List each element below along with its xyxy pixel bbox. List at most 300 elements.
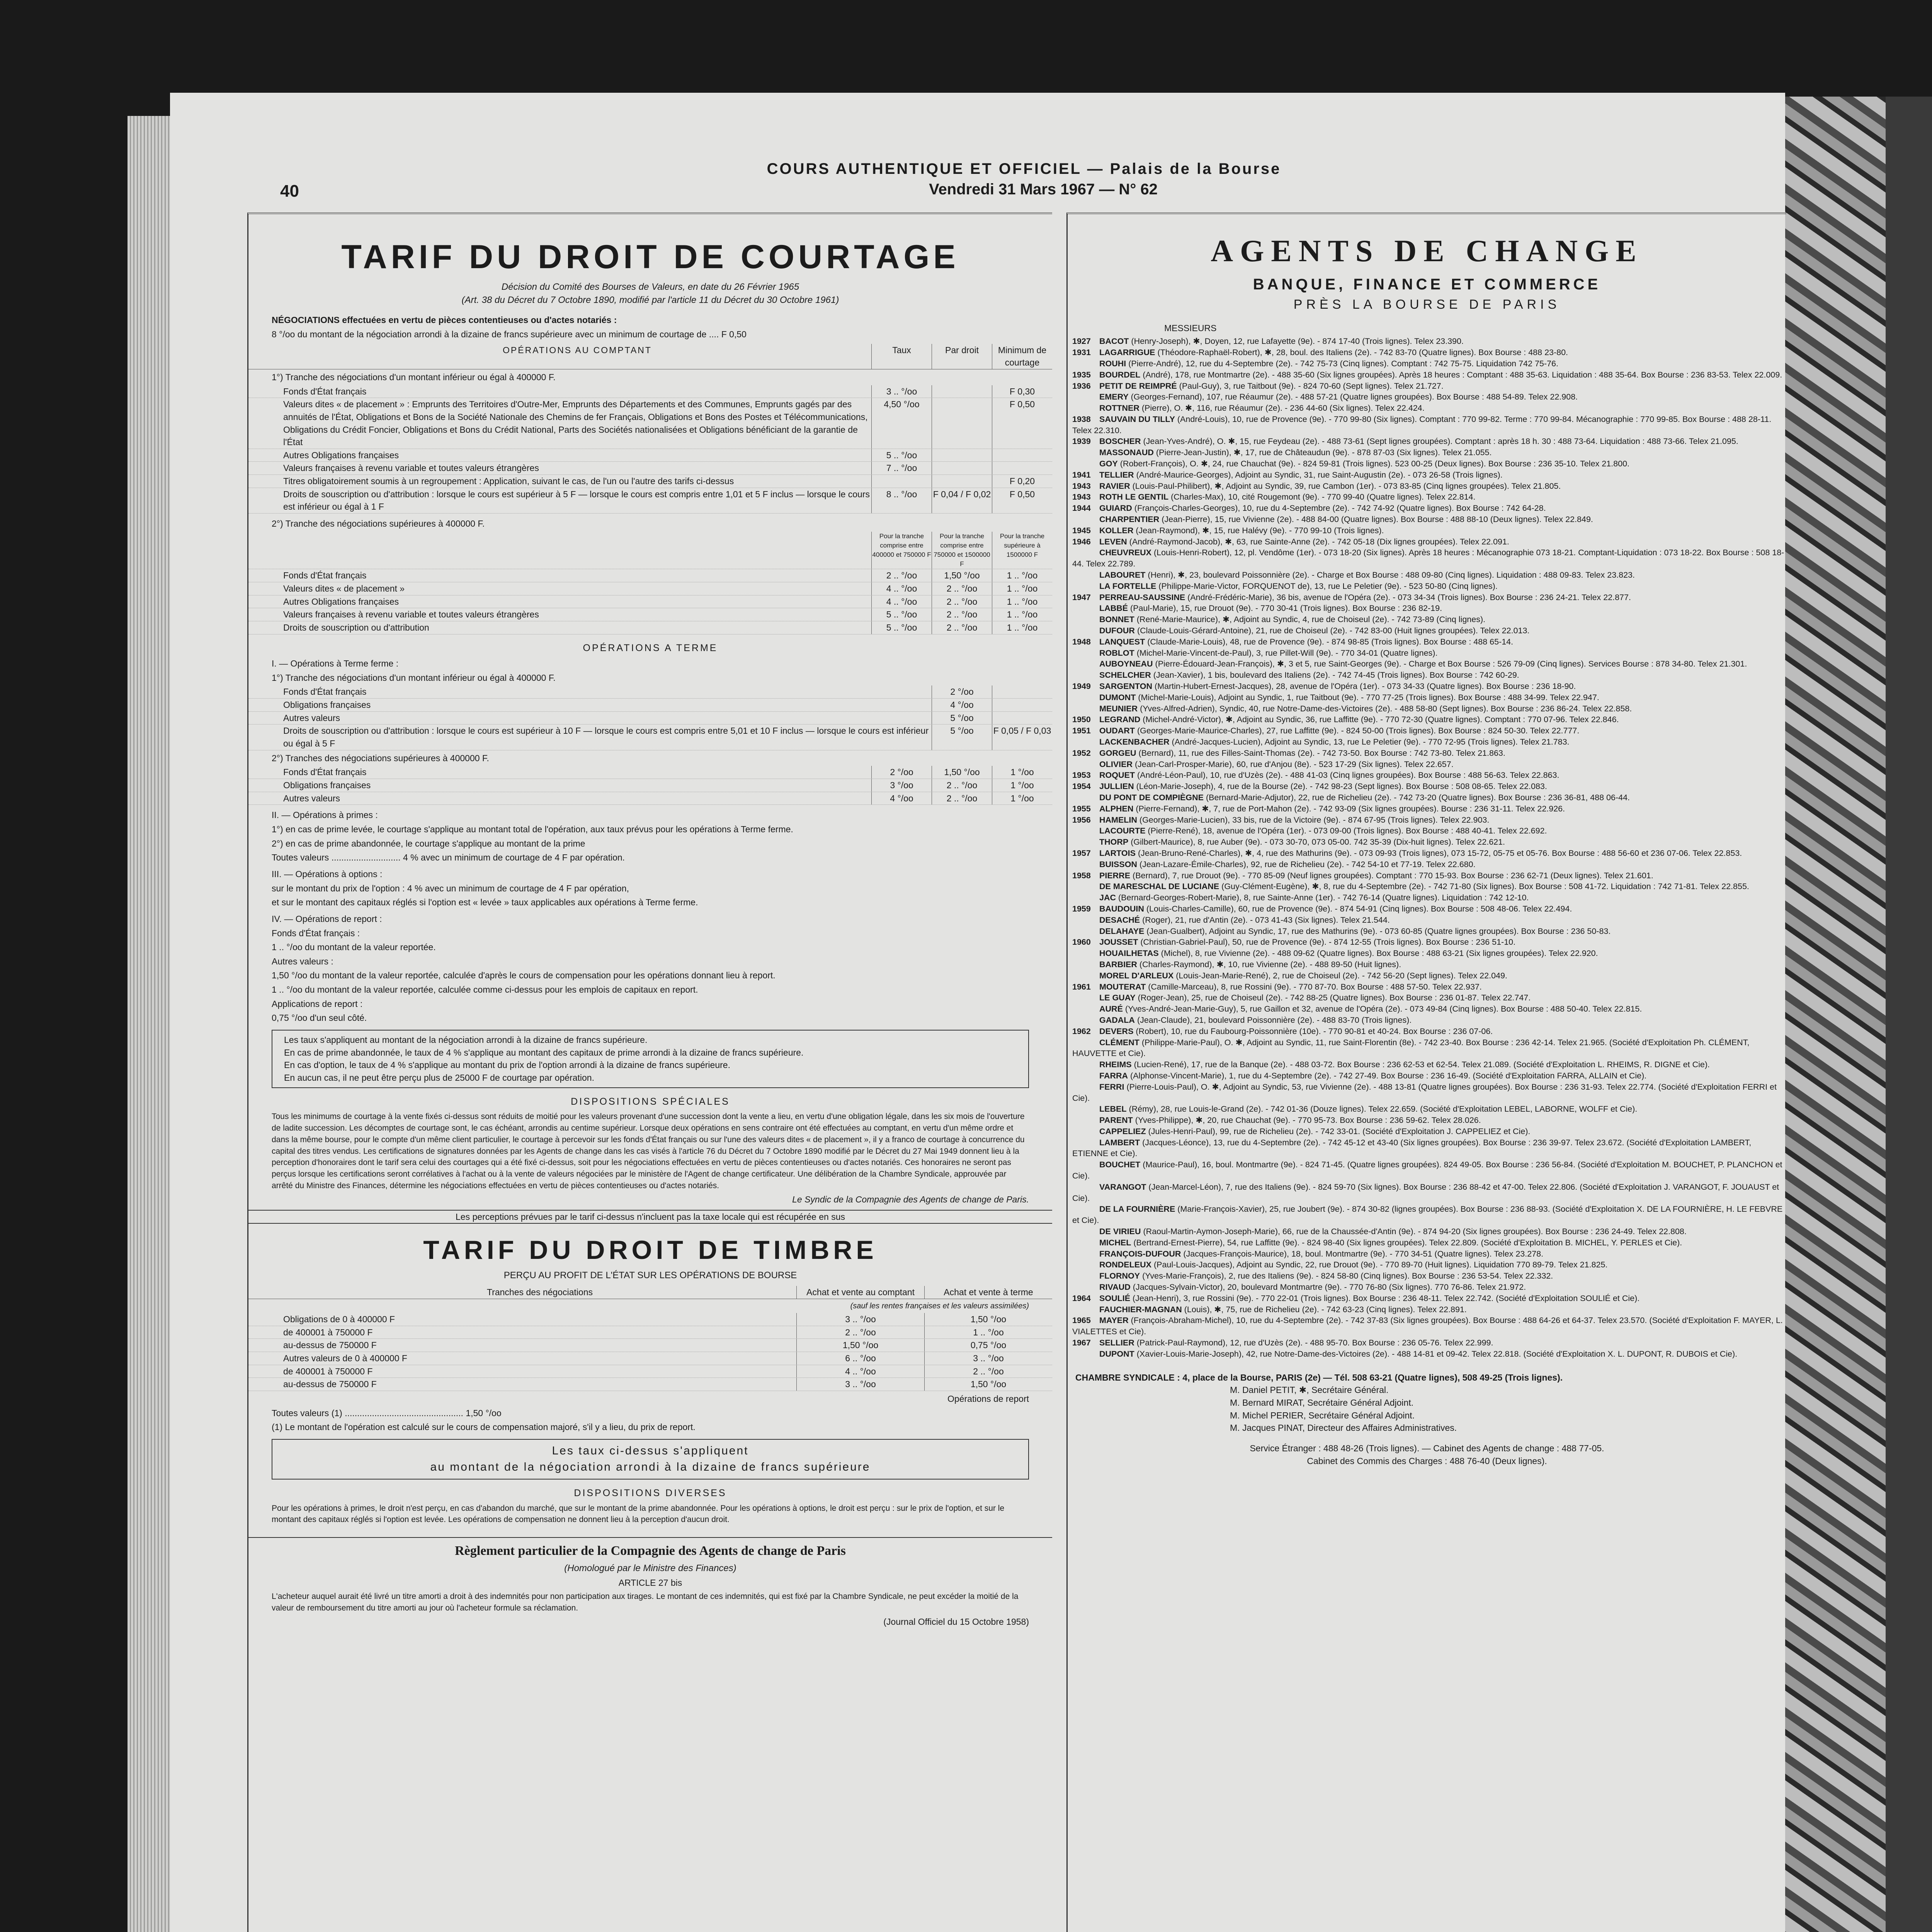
agent-details: (Claude-Marie-Louis), 48, rue de Provence (9e). - 874 98-85 (Trois lignes). Box Bourse : 488 65-14. [1145,637,1514,646]
agent-entry [1068,1037,1786,1060]
agent-name: BUISSON [1099,859,1137,869]
agent-entry [1068,915,1786,926]
agent-details: (André-Maurice-Georges), Adjoint au Syndic, 31, rue Saint-Augustin (2e). - 073 26-58 (Trois lignes). [1134,470,1503,480]
agent-name: LE GUAY [1099,993,1136,1003]
table-row [248,712,1052,725]
agent-name: FRANÇOIS-DUFOUR [1099,1249,1181,1259]
agent-name: MICHEL [1099,1238,1131,1247]
report-line: Fonds d'État français : [272,928,360,938]
row-cell: 2 .. °/oo [871,569,932,582]
agent-year: 1960 [1072,937,1091,947]
agent-details: (André), 178, rue Montmartre (2e). - 488 35-60 (Six lignes groupées). Après 18 heures : Comptant : 488 35-63. Liquidation : 488 35-64. Box Bourse : 236 83-53. Telex 22.009. [1140,370,1782,379]
courtage-column [247,213,1052,1932]
row-cell: 2 .. °/oo [796,1326,924,1339]
row-cell: 8 .. °/oo [871,488,932,513]
agent-name: DEVERS [1099,1026,1134,1036]
agent-year: 1959 [1072,904,1091,913]
agent-entry [1068,1015,1786,1026]
row-cell: 1 .. °/oo [924,1326,1052,1339]
agent-name: LAGARRIGUE [1099,348,1155,357]
agent-details: (Roger-Jean), 25, rue de Choiseul (2e). - 742 88-25 (Quatre lignes). Box Bourse : 236 01-87. Telex 22.747. [1135,993,1531,1003]
row-cell: 2 .. °/oo [924,1365,1052,1378]
row-label: Fonds d'État français [283,386,367,396]
agent-details: (Pierre-René), 18, avenue de l'Opéra (1er). - 073 09-00 (Trois lignes). Box Bourse : 488 40-41. Telex 22.692. [1145,826,1547,836]
report-line: 1,50 °/oo du montant de la valeur reportée, calculée d'après le cours de compensation pour les opérations donnant lieu à report. [272,970,776,981]
agent-entry [1068,759,1786,770]
agent-name: ROUHI [1099,359,1126,368]
agent-entry [1068,458,1786,469]
agent-name: SOULIÉ [1099,1293,1131,1303]
table-row [248,779,1052,792]
row-label: Obligations de 0 à 400000 F [283,1314,395,1324]
agent-entry [1068,670,1786,681]
agent-details: (Claude-Louis-Gérard-Antoine), 21, rue de Choiseul (2e). - 742 83-00 (Huit lignes groupées). Telex 22.013. [1134,626,1530,636]
agent-details: (Jacques-François-Maurice), 18, boul. Montmartre (9e). - 770 34-51 (Quatre lignes). Telex 23.278. [1181,1249,1544,1259]
chambre-staff [1075,1384,1779,1434]
agent-name: LAMBERT [1099,1138,1140,1147]
agent-details: (Jean-Marcel-Léon), 7, rue des Italiens (9e). - 824 59-70 (Six lignes). Box Bourse : 236 88-42 et 47-00. Telex 22.806. (Société d'Exploitation J. VARANGOT, F. JOUAUST et Cie). [1072,1182,1779,1203]
agent-details: (Georges-Marie-Maurice-Charles), 27, rue Laffitte (9e). - 824 50-00 (Trois lignes). Box Bourse : 824 50-30. Telex 22.777. [1134,726,1580,736]
agent-details: (Jacques-Léonce), 13, rue du 4-Septembre (2e). - 742 45-12 et 43-40 (Six lignes groupées). Box Bourse : 236 39-97. Telex 23.672. (Société d'Exploitation LAMBERT, ETIENNE et Cie). [1072,1138,1752,1158]
row-label: Fonds d'État français [283,687,367,697]
agent-name: DE MARESCHAL DE LUCIANE [1099,882,1219,891]
agent-details: (Henry-Joseph), ✱, Doyen, 12, rue Lafayette (9e). - 874 17-40 (Trois lignes). Telex 23.390. [1129,337,1464,346]
report-line: 1 .. °/oo du montant de la valeur reportée, calculée comme ci-dessus pour les emplois de capitaux en report. [272,985,698,995]
row-cell: F 0,50 [992,398,1052,449]
table-row [248,398,1052,449]
row-cell [932,398,992,449]
agent-name: GADALA [1099,1015,1135,1025]
agent-entry [1068,970,1786,981]
agent-year: 1931 [1072,348,1091,357]
row-cell: 1,50 °/oo [932,569,992,582]
courtage-notice-box [272,1030,1029,1088]
disp-div-head: DISPOSITIONS DIVERSES [574,1488,727,1498]
row-cell: 2 .. °/oo [932,582,992,595]
agent-entry [1068,981,1786,993]
agent-details: (Jean-Henri), 3, rue Rossini (9e). - 770 22-01 (Trois lignes). Box Bourse : 236 48-11. Telex 22.742. (Société d'Exploitation SOULIÉ et Cie). [1130,1293,1640,1303]
agent-year: 1957 [1072,848,1091,858]
agent-details: (Patrick-Paul-Raymond), 12, rue d'Uzès (2e). - 488 95-70. Box Bourse : 236 05-76. Telex 22.999. [1134,1338,1493,1348]
row-cell: 5 .. °/oo [871,621,932,634]
row-cell: 1 .. °/oo [992,595,1052,608]
agent-name: LEBEL [1099,1104,1127,1114]
agent-details: (André-Raymond-Jacob), ✱, 63, rue Sainte-Anne (2e). - 742 05-18 (Dix lignes groupées). Telex 22.091. [1127,537,1509,546]
chambre-address: CHAMBRE SYNDICALE : 4, place de la Bourse, PARIS (2e) — Tél. 508 63-21 (Quatre lignes), 508 49-25 (Trois lignes). [1075,1372,1563,1383]
service1: Service Étranger : 488 48-26 (Trois lignes). — Cabinet des Agents de change : 488 77-05. [1250,1443,1604,1453]
agent-details: (Xavier-Louis-Marie-Joseph), 42, rue Notre-Dame-des-Victoires (2e). - 488 14-81 et 09-42. Telex 22.818. (Société d'Exploitation X. L. DUPONT, R. DUBOIS et Cie). [1134,1349,1738,1359]
row-cell: 1 °/oo [992,766,1052,779]
agent-name: FERRI [1099,1082,1124,1092]
agent-details: (Charles-Max), 10, cité Rougemont (9e). - 770 99-40 (Quatre lignes). Telex 22.814. [1168,492,1476,502]
notice-line: Les taux s'appliquent au montant de la négociation arrondi à la dizaine de francs supérieure. [284,1035,648,1045]
row-cell: 7 .. °/oo [871,462,932,474]
row-cell: F 0,05 / F 0,03 [992,724,1052,750]
agent-name: EMERY [1099,392,1129,402]
book-spine [1886,97,1932,1932]
report-line: Applications de report : [272,998,363,1009]
agent-details: (Louis-Paul-Philibert), ✱, Adjoint au Syndic, 39, rue Cambon (1er). - 073 83-85 (Cinq lignes groupées). Telex 21.805. [1130,481,1561,491]
agent-entry [1068,681,1786,692]
agent-entry [1068,358,1786,369]
agent-year: 1943 [1072,481,1091,491]
agent-name: LANQUEST [1099,637,1145,646]
agent-entry [1068,736,1786,748]
row-label: de 400001 à 750000 F [283,1366,373,1376]
timbre-col-tranches: Tranches des négociations [486,1287,593,1297]
row-cell: 3 .. °/oo [871,385,932,398]
agent-entry [1068,903,1786,915]
neg-contentieuses: NÉGOCIATIONS effectuées en vertu de pièces contentieuses ou d'actes notariés : [272,315,617,325]
agent-name: SAUVAIN DU TILLY [1099,414,1175,424]
agent-entry [1068,1304,1786,1315]
agent-year: 1948 [1072,637,1091,646]
report-line: 1 .. °/oo du montant de la valeur reportée. [272,942,436,952]
notice-line: En aucun cas, il ne peut être perçu plus de 25000 F de courtage par opération. [284,1073,594,1083]
row-cell: 3 °/oo [871,779,932,792]
agent-details: (Michel-André-Victor), ✱, Adjoint au Syndic, 36, rue Laffitte (9e). - 770 72-30 (Quatre lignes). Comptant : 770 07-96. Telex 22.846. [1140,715,1619,724]
agent-year: 1956 [1072,815,1091,825]
table-row [248,621,1052,634]
agent-entry [1068,481,1786,492]
agent-name: LABBÉ [1099,604,1128,613]
agent-year: 1951 [1072,726,1091,736]
agent-entry [1068,881,1786,892]
agent-name: PIERRE [1099,871,1131,880]
report-head: IV. — Opérations de report : [272,913,382,924]
agent-details: (André-Louis), 10, rue de Provence (9e). - 770 99-80 (Six lignes). Comptant : 770 99-82. Terme : 770 99-84. Mécanographie : 770 99-85. Box Bourse : 488 28-11. Telex 22.310. [1072,414,1772,435]
agent-name: ROTH LE GENTIL [1099,492,1169,502]
options-2: et sur le montant des capitaux réglés si l'option est « levée » taux applicables aux opérations à Terme ferme. [272,897,698,908]
row-cell: F 0,30 [992,385,1052,398]
agent-entry [1068,1237,1786,1248]
primes-1: 1°) en cas de prime levée, le courtage s'applique au montant total de l'opération, aux taux prévus pour les opérations à Terme ferme. [272,824,793,834]
agent-details: (Georges-Marie-Lucien), 33 bis, rue de la Victoire (9e). - 874 67-95 (Trois lignes). Telex 22.903. [1137,815,1490,825]
tranche2: 2°) Tranche des négociations supérieures à 400000 F. [272,519,485,529]
agent-entry [1068,536,1786,548]
agents-sub2: PRÈS LA BOURSE DE PARIS [1293,297,1561,312]
agent-year: 1945 [1072,526,1091,535]
agent-entry [1068,369,1786,381]
agent-details: (Jean-Bruno-René-Charles), ✱, 4, rue des Mathurins (9e). - 073 09-93 (Trois lignes), 073 15-72, 05-75 et 05-76. Box Bourse : 488 56-60 et 236 07-06. Telex 22.853. [1135,848,1742,858]
comptant-head: OPÉRATIONS AU COMPTANT [503,345,652,355]
tranche1: 1°) Tranche des négociations d'un montant inférieur ou égal à 400000 F. [272,372,556,382]
agent-entry [1068,714,1786,725]
agent-details: (Jean-Carl-Prosper-Marie), 60, rue d'Anjou (8e). - 523 17-29 (Six lignes). Telex 22.657. [1133,759,1454,769]
row-label: Valeurs dites « de placement » : Emprunts des Territoires d'Outre-Mer, Emprunts des Départements et des Communes, Emprunts gagés par des annuités de l'État, Obligations et Bons de la Société Nationale des Chemins de fer Français, Obligations et Bons des Postes et Télécommunications, Obligations du Crédit Foncier, Obligations et Bons du Crédit National, Parts des Sociétés nationalisées et Obligations bénéficiant de la garantie de l'État [283,399,868,447]
agent-name: DUPONT [1099,1349,1134,1359]
agent-details: (François-Abraham-Michel), 10, rue du 4-Septembre (2e). - 742 37-83 (Six lignes groupées). Box Bourse : 488 64-26 et 64-37. Telex 23.570. (Société d'Exploitation F. MAYER, L. VIALETTES et Cie). [1072,1316,1783,1337]
timbre-col-terme: Achat et vente à terme [924,1286,1052,1299]
agent-year: 1936 [1072,381,1091,391]
agent-name: PERREAU-SAUSSINE [1099,592,1185,602]
agent-entry [1068,614,1786,625]
row-cell: 4,50 °/oo [871,398,932,449]
staff-line: M. Jacques PINAT, Directeur des Affaires Administratives. [1230,1423,1457,1433]
courtage-title: TARIF DU DROIT DE COURTAGE [341,238,959,276]
primes-3: Toutes valeurs ............................ 4 % avec un minimum de courtage de 4 F par opération. [272,852,625,863]
row-cell: 5 °/oo [932,712,992,724]
report-line: Autres valeurs : [272,956,333,966]
row-label: Valeurs dites « de placement » [283,583,405,594]
agent-details: (René-Marie-Maurice), ✱, Adjoint au Syndic, 4, rue de Choiseul (2e). - 742 73-89 (Cinq lignes). [1134,615,1486,624]
agent-name: LEVEN [1099,537,1127,546]
agent-name: DU PONT DE COMPIÈGNE [1099,793,1204,802]
agent-year: 1943 [1072,492,1091,502]
agent-entry [1068,792,1786,803]
syndic: Le Syndic de la Compagnie des Agents de change de Paris. [792,1194,1029,1204]
agent-entry [1068,336,1786,347]
neg-contentieuses2: 8 °/oo du montant de la négociation arrondi à la dizaine de francs supérieure avec un minimum de courtage de .... F 0,50 [272,329,747,339]
agent-name: ROQUET [1099,770,1135,780]
agent-details: (Jules-Henri-Paul), 99, rue de Richelieu (2e). - 742 33-01. (Société d'Exploitation J. CAPPELIEZ et Cie). [1146,1126,1531,1136]
agent-name: CHEUVREUX [1099,548,1151,558]
agent-name: GOY [1099,459,1118,469]
agent-name: RHEIMS [1099,1060,1132,1070]
document-page [170,93,1785,1932]
agent-details: (Jacques-Sylvain-Victor), 20, boulevard Montmartre (9e). - 770 76-80 (Six lignes). 770 76-86. Telex 21.972. [1130,1282,1526,1292]
primes-head: II. — Opérations à primes : [272,810,378,820]
terme-i: I. — Opérations à Terme ferme : [272,658,399,669]
courtage-subtitle2: (Art. 38 du Décret du 7 Octobre 1890, modifié par l'article 11 du Décret du 30 Octobre 1961) [461,295,839,306]
agent-details: (Roger), 21, rue d'Antin (2e). - 073 41-43 (Six lignes). Telex 21.544. [1140,915,1390,925]
agent-name: DESACHÉ [1099,915,1140,925]
row-label: Valeurs françaises à revenu variable et toutes valeurs étrangères [283,609,539,620]
page-number: 40 [280,182,299,201]
agent-entry [1068,692,1786,703]
agent-year: 1950 [1072,715,1091,724]
agent-name: MOUTERAT [1099,982,1146,992]
agent-details: (Michel), 8, rue Vivienne (2e). - 488 09-62 (Quatre lignes). Box Bourse : 488 63-21 (Six lignes groupées). Telex 22.920. [1158,949,1598,958]
table-row [248,766,1052,779]
agent-name: BONNET [1099,615,1134,624]
toutes-valeurs: Toutes valeurs (1) ................................................ 1,50 °/oo [272,1408,502,1418]
agent-name: ALPHEN [1099,804,1134,813]
agent-name: JAC [1099,893,1116,903]
disp-div-text: Pour les opérations à primes, le droit n'est perçu, en cas d'abandon du marché, que sur le montant de la prime abandonnée. Pour les opérations à options, le droit est perçu : sur le prix de l'option, et sur le montant des capitaux réglés si l'option est levée. Les opérations de compensation ne donnent lieu à la perception d'aucun droit. [272,1503,1005,1524]
agent-details: (Yves-André-Jean-Marie-Guy), 5, rue Gaillon et 32, avenue de l'Opéra (2e). - 073 49-84 (Cinq lignes). Box Bourse : 488 50-40. Telex 22.815. [1122,1004,1642,1014]
agent-entry [1068,514,1786,525]
agent-entry [1068,825,1786,837]
row-cell [992,685,1052,698]
agent-details: (Paul-Marie), 15, rue Drouot (9e). - 770 30-41 (Trois lignes). Box Bourse : 236 82-19. [1128,604,1442,613]
row-cell: 3 .. °/oo [796,1313,924,1326]
row-cell [871,475,932,488]
agent-entry [1068,1248,1786,1260]
agent-name: FARRA [1099,1071,1128,1080]
agent-details: (Jean-Yves-André), O. ✱, 15, rue Feydeau (2e). - 488 73-61 (Sept lignes groupées). Comptant : après 18 h. 30 : 488 73-64. Liquidation : 488 73-66. Telex 21.095. [1141,437,1738,446]
agent-entry [1068,447,1786,458]
table-row [248,595,1052,609]
agent-details: (Bernard), 7, rue Drouot (9e). - 770 85-09 (Neuf lignes groupées). Comptant : 770 15-93. Box Bourse : 236 62-71 (Deux lignes). Telex 21.601. [1130,871,1653,880]
service2: Cabinet des Commis des Charges : 488 76-40 (Deux lignes). [1307,1456,1547,1466]
agent-name: BAUDOUIN [1099,904,1144,913]
row-cell [992,699,1052,711]
table-row [248,1313,1052,1326]
agent-details: (Léon-Marie-Joseph), 4, rue de la Bourse (2e). - 742 98-23 (Sept lignes). Box Bourse : 508 08-65. Telex 22.083. [1134,782,1547,791]
agent-entry [1068,403,1786,414]
agent-details: (Jean-Xavier), 1 bis, boulevard des Italiens (2e). - 742 74-45 (Trois lignes). Box Bourse : 742 60-29. [1151,670,1519,680]
row-cell [932,449,992,462]
disp-spec-text: Tous les minimums de courtage à la vente fixés ci-dessus sont réduits de moitié pour les valeurs provenant d'une succession dont la vente a lieu, en vertu d'une obligation légale, dans les six mois de l'ouverture de ladite succession. Les décomptes de courtage sont, le cas échéant, arrondis au centime supérieur. Lorsque deux opérations en sens contraire ont été effectuées au comptant, en vertu d'un même ordre et dans la même bourse, pour le compte d'un même client particulier, le courtage à percevoir sur les fonds d'État français ou sur l'une des valeurs dites « de placement », il y a franco de courtage à concurrence du capital des titres vendus. Les certifications de signatures données par les Agents de change dans les cas visés à l'article 76 du Décret du 7 Octobre 1890 modifié par le Décret du 27 Mai 1949 donnent lieu à la perception d'honoraires dont le tarif sera celui des courtages qui a été fixé ci-dessus, soit pour les négociations effectuées en vertu de pièces contentieuses ou d'actes notariés. Ces honoraires ne seront pas perçus lorsque les certifications seront corrélatives à l'achat ou à la vente de valeurs négociées par le ministère de l'Agent de change certificateur. Une délibération de la Chambre Syndicale, approuvée par arrêté du Ministre des Finances, détermine les négociations effectuées en vertu de pièces contentieuses ou d'actes notariés. [272,1112,1025,1190]
agent-details: (Yves-Philippe), ✱, 20, rue Chauchat (9e). - 770 95-73. Box Bourse : 236 59-62. Telex 28.026. [1133,1116,1481,1125]
agent-entry [1068,581,1786,592]
col-minimum: Minimum de courtage [992,344,1052,369]
agent-name: FAUCHIER-MAGNAN [1099,1304,1182,1314]
agent-year: 1961 [1072,982,1091,992]
agent-details: (Louis-Jean-Marie-René), 2, rue de Choiseul (2e). - 742 56-20 (Sept lignes). Telex 22.049. [1173,971,1507,980]
agent-entry [1068,625,1786,636]
row-cell: 1,50 °/oo [796,1339,924,1352]
table-row [248,475,1052,488]
comptant-table [248,385,1052,514]
agent-name: LA FORTELLE [1099,581,1156,591]
row-label: Titres obligatoirement soumis à un regroupement : Application, suivant le cas, de l'un ou l'autre des tarifs ci-dessus [283,476,734,486]
agent-name: CAPPELIEZ [1099,1126,1146,1136]
agent-name: JOUSSET [1099,937,1138,947]
terme-tranche2: 2°) Tranches des négociations supérieures à 400000 F. [272,753,489,763]
agent-details: (Bernard-Georges-Robert-Marie), 8, rue Sainte-Anne (1er). - 742 76-14 (Quatre lignes). Liquidation : 742 12-10. [1116,893,1529,903]
row-cell: 1 °/oo [992,792,1052,805]
agent-details: (Martin-Hubert-Ernest-Jacques), 28, avenue de l'Opéra (1er). - 073 34-33 (Quatre lignes). Box Bourse : 236 18-90. [1152,682,1576,691]
agents-list [1068,336,1786,1359]
agent-entry [1068,937,1786,948]
agent-entry [1068,570,1786,581]
agent-name: MASSONAUD [1099,448,1154,457]
row-label: Droits de souscription ou d'attribution : lorsque le cours est supérieur à 10 F — lorsque le cours est compris entre 5,01 et 10 F inclus — lorsque le cours est inférieur ou égal à 5 F [283,726,929,748]
row-label: au-dessus de 750000 F [283,1379,377,1389]
agent-details: (Christian-Gabriel-Paul), 50, rue de Provence (9e). - 874 12-55 (Trois lignes). Box Bourse : 236 51-10. [1138,937,1516,947]
timbre-report: Opérations de report [947,1393,1029,1404]
agent-details: (Henri), ✱, 23, boulevard Poissonnière (2e). - Charge et Box Bourse : 488 09-80 (Cinq lignes). Liquidation : 488 09-83. Telex 23.823. [1145,570,1635,580]
agent-entry [1068,1282,1786,1293]
table-row [248,1326,1052,1339]
row-cell: 5 °/oo [932,724,992,750]
agent-entry [1068,347,1786,358]
row-label: de 400001 à 750000 F [283,1327,373,1337]
row-cell: F 0,50 [992,488,1052,513]
regl-jo: (Journal Officiel du 15 Octobre 1958) [883,1616,1029,1627]
agent-name: LABOURET [1099,570,1146,580]
row-cell: 5 .. °/oo [871,608,932,621]
agent-details: (Pierre-Fernand), ✱, 7, rue de Port-Mahon (2e). - 742 93-09 (Six lignes groupées). Bourse : 236 31-11. Telex 22.926. [1133,804,1565,813]
table-row [248,1378,1052,1391]
agent-details: (Alphonse-Vincent-Marie), 1, rue du 4-Septembre (2e). - 742 27-49. Box Bourse : 236 16-49. (Société d'Exploitation FARRA, ALLAIN et Cie). [1128,1071,1647,1080]
row-cell: 4 .. °/oo [871,595,932,608]
table-row [248,724,1052,750]
row-cell: 6 .. °/oo [796,1352,924,1365]
agent-details: (François-Charles-Georges), 10, rue du 4-Septembre (2e). - 742 74-92 (Quatre lignes). Box Bourse : 742 64-28. [1132,503,1546,513]
row-cell [992,712,1052,724]
row-cell [932,462,992,474]
row-label: Obligations françaises [283,780,371,790]
agent-entry [1068,469,1786,481]
agent-name: RAVIER [1099,481,1130,491]
tranche2-col-a: Pour la tranche comprise entre 400000 et 750000 F [871,532,932,569]
agent-name: FLORNOY [1099,1271,1140,1281]
agent-details: (Louis), ✱, 75, rue de Richelieu (2e). - 742 63-23 (Cinq lignes). Telex 22.891. [1182,1304,1467,1314]
row-label: Autres valeurs [283,713,340,723]
agent-entry [1068,1070,1786,1082]
timbre-notice-box [272,1439,1029,1480]
agent-details: (Jean-Gualbert), Adjoint au Syndic, 17, rue des Mathurins (9e). - 073 60-85 (Quatre lignes groupées). Box Bourse : 236 50-83. [1144,926,1611,936]
agent-year: 1941 [1072,470,1091,480]
timbre-col-comptant: Achat et vente au comptant [796,1286,924,1299]
agent-name: PETIT DE REIMPRÉ [1099,381,1177,391]
agent-year: 1953 [1072,770,1091,780]
agent-entry [1068,1126,1786,1137]
row-cell: 0,75 °/oo [924,1339,1052,1352]
options-head: III. — Opérations à options : [272,869,383,879]
agent-name: ROBLOT [1099,648,1134,658]
agent-year: 1935 [1072,370,1091,379]
tranche2-col-b: Pour la tranche comprise entre 750000 et 1500000 F [932,532,992,569]
agent-entry [1068,1259,1786,1270]
agent-name: OUDART [1099,726,1135,736]
agent-name: LEGRAND [1099,715,1141,724]
row-cell: 3 .. °/oo [796,1378,924,1391]
timbre-table [248,1313,1052,1391]
row-cell: 1 .. °/oo [992,621,1052,634]
agent-entry [1068,648,1786,659]
agent-entry [1068,636,1786,648]
page-header [170,160,1716,198]
row-label: Autres Obligations françaises [283,450,399,460]
agent-details: (Marie-François-Xavier), 25, rue Joubert (9e). - 874 30-82 (lignes groupées). Box Bourse : 236 88-93. (Société d'Exploitation X. DE LA FOURNIÈRE, H. LE FEBVRE et Cie). [1072,1204,1783,1225]
agent-entry [1068,1159,1786,1182]
agent-entry [1068,837,1786,848]
table-row [248,1365,1052,1378]
agent-details: (Bernard-Marie-Adjutor), 22, rue de Richelieu (2e). - 742 73-20 (Quatre lignes). Box Bourse : 236 36-81, 488 06-44. [1203,793,1630,802]
col-par-droit: Par droit [932,344,992,369]
row-cell: 4 °/oo [871,792,932,805]
row-cell: 2 °/oo [932,685,992,698]
regl-art: ARTICLE 27 bis [618,1578,682,1588]
row-cell: 2 °/oo [871,766,932,779]
agent-name: PARENT [1099,1116,1133,1125]
row-label: Droits de souscription ou d'attribution : lorsque le cours est supérieur à 5 F — lorsque le cours est compris entre 1,01 et 5 F inclus — lorsque le cours est inférieur ou égal à 1 F [283,489,870,512]
agent-details: (Jean-Claude), 21, boulevard Poissonnière (2e). - 488 83-70 (Trois lignes). [1134,1015,1412,1025]
row-cell [992,449,1052,462]
agent-details: (Théodore-Raphaël-Robert), ✱, 28, boul. des Italiens (2e). - 742 83-70 (Quatre lignes). Box Bourse : 488 23-80. [1155,348,1568,357]
agent-details: (Pierre-Jean-Justin), ✱, 17, rue de Châteaudun (9e). - 878 87-03 (Six lignes). Telex 21.055. [1153,448,1492,457]
agent-name: BOUCHET [1099,1160,1141,1170]
agent-entry [1068,892,1786,903]
agent-details: (Louis-Henri-Robert), 12, pl. Vendôme (1er). - 073 18-20 (Six lignes). Après 18 heures : Mécanographie 073 18-21. Comptant-Liquidation : 073 18-22. Box Bourse : 508 18-44. Telex 22.789. [1072,548,1784,569]
agent-name: ROTTNER [1099,403,1139,413]
row-label: Valeurs françaises à revenu variable et toutes valeurs étrangères [283,463,539,473]
row-cell: 2 .. °/oo [932,792,992,805]
agent-year: 1939 [1072,437,1091,446]
agent-name: GORGEU [1099,748,1136,758]
header-line1: COURS AUTHENTIQUE ET OFFICIEL — Palais de la Bourse [767,160,1281,177]
agent-entry [1068,547,1786,570]
report-line: 0,75 °/oo d'un seul côté. [272,1013,367,1023]
agent-year: 1965 [1072,1316,1091,1325]
agent-name: HOUAILHETAS [1099,949,1159,958]
timbre-subtitle: PERÇU AU PROFIT DE L'ÉTAT SUR LES OPÉRATIONS DE BOURSE [503,1270,797,1281]
agent-entry [1068,603,1786,614]
agent-details: (Philippe-Marie-Victor, FORQUENOT de), 13, rue Le Peletier (9e). - 523 50-80 (Cinq lignes). [1156,581,1498,591]
agent-details: (Lucien-René), 17, rue de la Banque (2e). - 488 03-72. Box Bourse : 236 62-53 et 62-54. Telex 21.089. (Société d'Exploitation L. RHEIMS, R. DIGNE et Cie). [1131,1060,1710,1070]
agent-name: DE LA FOURNIÈRE [1099,1204,1175,1214]
options-1: sur le montant du prix de l'option : 4 % avec un minimum de courtage de 4 F par opération, [272,883,629,893]
agent-name: CLÉMENT [1099,1037,1139,1047]
row-label: Autres valeurs de 0 à 400000 F [283,1353,407,1363]
row-cell: 1,50 °/oo [932,766,992,779]
agent-entry [1068,1349,1786,1360]
agent-name: DUMONT [1099,692,1136,702]
